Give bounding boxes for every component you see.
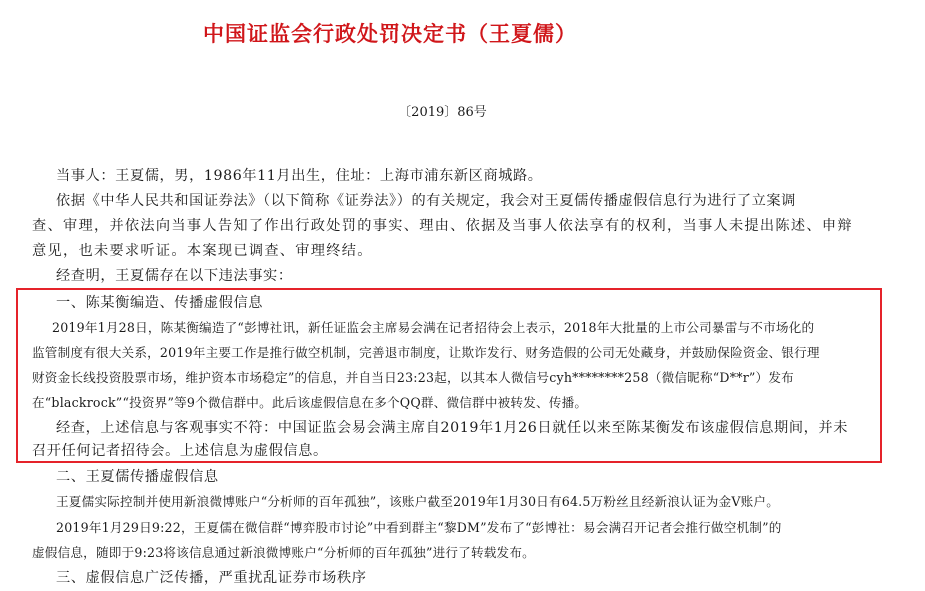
section1-line3: 财资金长线投资股票市场，维护资本市场稳定”的信息，并自当日23:23起，以其本人微信号cyh********258（微信昵称“D**r”）发布 <box>32 370 794 385</box>
paragraph-basis-line1: 依据《中华人民共和国证券法》（以下简称《证券法》）的有关规定，我会对王夏儒传播虚假信息行为进行了立案调 <box>56 193 796 209</box>
section1-line4: 在“blackrock”“投资界”等9个微信群中。此后该虚假信息在多个QQ群、微信群中被转发、传播。 <box>32 395 588 410</box>
section-heading-2: 二、王夏儒传播虚假信息 <box>56 469 219 485</box>
paragraph-basis-line3: 意见，也未要求听证。本案现已调查、审理终结。 <box>32 243 373 259</box>
section-heading-3: 三、虚假信息广泛传播，严重扰乱证券市场秩序 <box>56 570 367 586</box>
section2-line3: 虚假信息，随即于9:23将该信息通过新浪微博账户“分析师的百年孤独”进行了转载发布。 <box>32 545 535 560</box>
paragraph-basis-line2: 查、审理，并依法向当事人告知了作出行政处罚的事实、理由、依据及当事人依法享有的权利，当事人未提出陈述、申辩 <box>32 218 853 234</box>
section1-line1: 2019年1月28日，陈某衡编造了“彭博社讯，新任证监会主席易会满在记者招待会上表示，2018年大批量的上市公司暴雷与不市场化的 <box>52 320 815 335</box>
paragraph-findings-intro: 经查明，王夏儒存在以下违法事实： <box>56 268 293 284</box>
section1-verification-line1: 经查，上述信息与客观事实不符：中国证监会易会满主席自2019年1月26日就任以来至陈某衡发布该虚假信息期间，并未 <box>56 420 848 436</box>
section2-line2: 2019年1月29日9:22，王夏儒在微信群“博弈股市讨论”中看到群主“黎DM”发布了“彭博社：易会满召开记者会推行做空机制”的 <box>56 520 782 535</box>
section1-verification-line2: 召开任何记者招待会。上述信息为虚假信息。 <box>32 443 328 459</box>
section1-line2: 监管制度有很大关系，2019年主要工作是推行做空机制，完善退市制度，让欺诈发行、财务造假的公司无处藏身，并鼓励保险资金、银行理 <box>32 345 820 360</box>
paragraph-party: 当事人：王夏儒，男，1986年11月出生，住址：上海市浦东新区商城路。 <box>56 168 543 184</box>
document-title: 中国证监会行政处罚决定书（王夏儒） <box>203 22 577 46</box>
section-heading-1: 一、陈某衡编造、传播虚假信息 <box>56 295 264 311</box>
section2-line1: 王夏儒实际控制并使用新浪微博账户“分析师的百年孤独”，该账户截至2019年1月30日有64.5万粉丝且经新浪认证为金V账户。 <box>56 494 779 509</box>
document-number: 〔2019〕86号 <box>398 105 487 120</box>
